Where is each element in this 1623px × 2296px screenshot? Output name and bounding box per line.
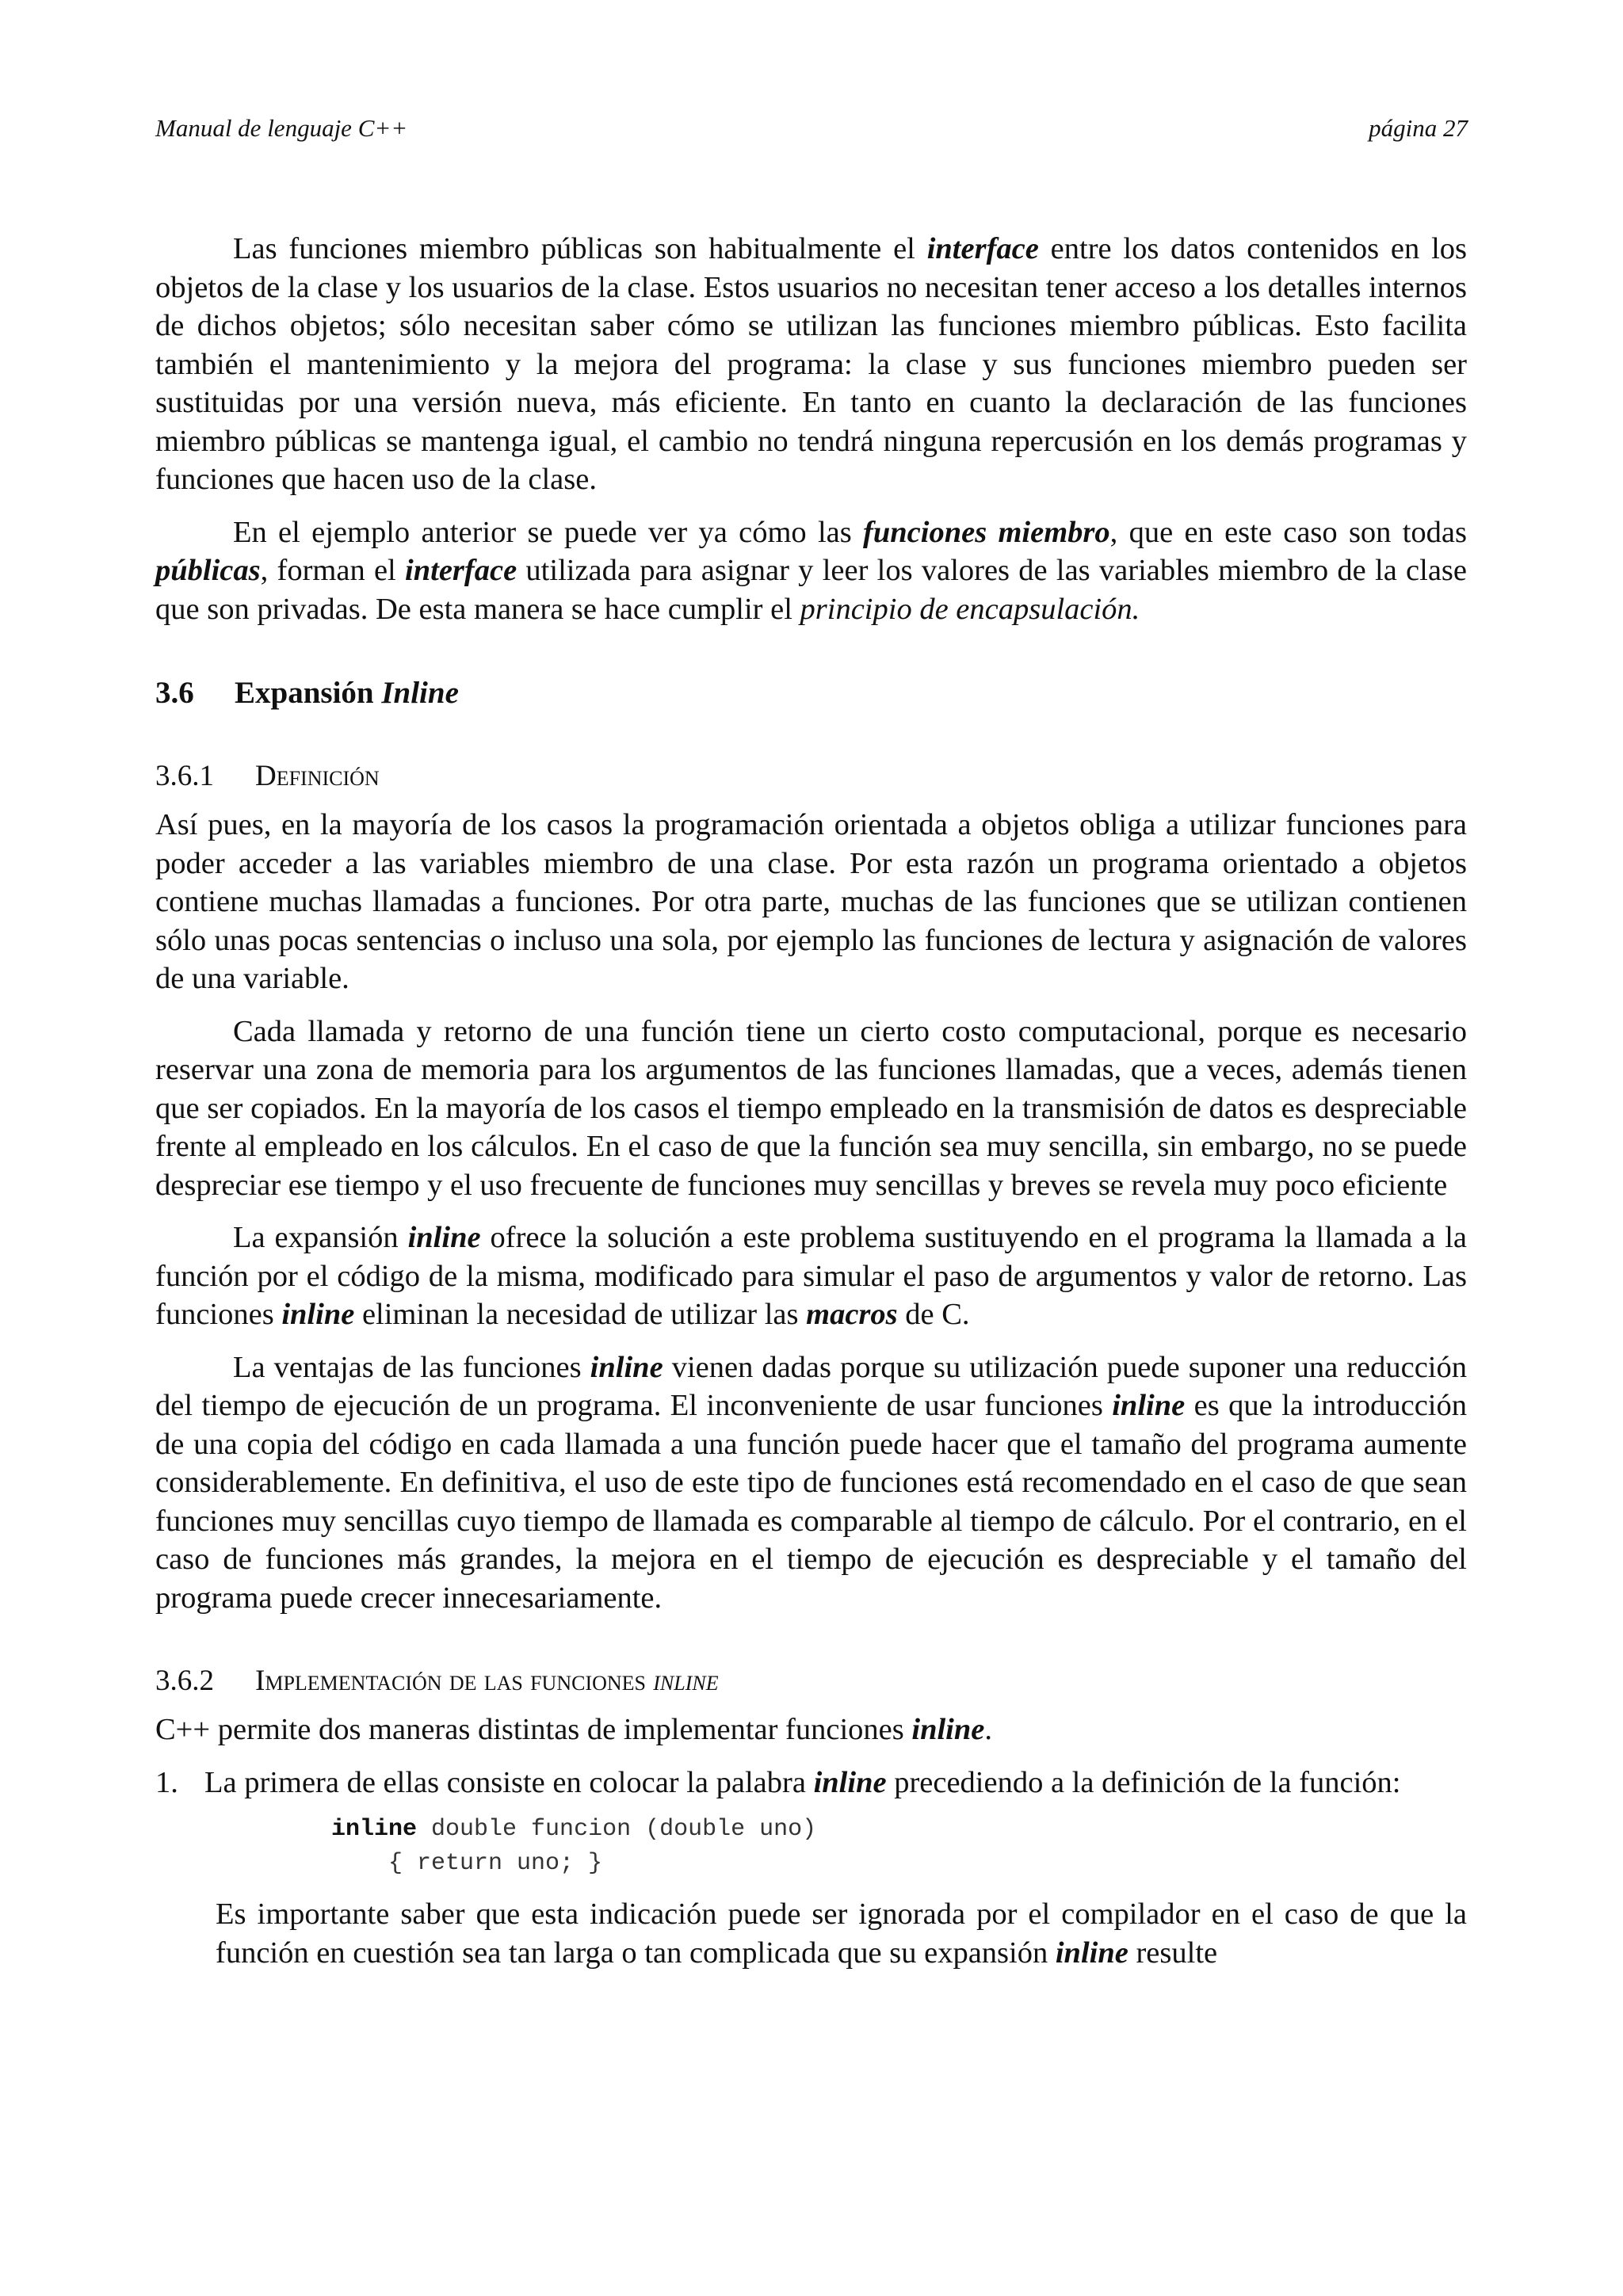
emphasis-inline: inline — [911, 1713, 985, 1746]
emphasis-inline: inline — [281, 1298, 355, 1331]
text-run: vienen dadas porque su utilización puede suponer una reducción del tiempo de ejecución de un programa. El inconveniente de usar funciones — [155, 1350, 1468, 1422]
section-heading-3-6 — [155, 674, 1467, 712]
text-run: utilizada para asignar y leer los valores de las variables miembro de la clase que son privadas. De esta manera se hace cumplir el — [155, 554, 1468, 626]
text-run: Es importante saber que esta indicación puede ser ignorada por el compilador en el caso de que la función en cuestión sea tan larga o tan complicada que su expansión — [216, 1897, 1467, 1970]
emphasis-funciones-miembro: funciones miembro — [863, 515, 1110, 549]
emphasis-inline: inline — [813, 1765, 887, 1799]
paragraph-ventajas — [155, 1348, 1467, 1618]
page-number: página 27 — [1369, 114, 1468, 142]
header-title: Manual de lenguaje C++ — [155, 114, 408, 142]
paragraph-definicion: Así pues, en la mayoría de los casos la programación orientada a objetos obliga a utilizar funciones para poder acceder a las variables miembro de una clase. Por esta razón un programa orientado a objetos contiene muchas llamadas a funciones. Por otra parte, muchas de las funciones que se utilizan contienen sólo unas pocas sentencias o incluso una sola, por ejemplo las funciones de lectura y asignación de valores de una variable. — [155, 808, 1467, 995]
list-number: 1. — [155, 1765, 178, 1799]
text-run: resulte — [1128, 1936, 1218, 1970]
emphasis-inline: inline — [1055, 1936, 1128, 1970]
list-item — [155, 1764, 1467, 1802]
text-run: , forman el — [260, 554, 406, 587]
code-block — [331, 1813, 1467, 1881]
emphasis-interface: interface — [405, 554, 517, 587]
subsection-title-italic: inline — [653, 1665, 719, 1697]
section-number: 3.6 — [155, 676, 194, 710]
subsection-heading-3-6-2 — [155, 1663, 1467, 1699]
code-keyword: inline — [331, 1816, 418, 1843]
text-run: La expansión — [233, 1221, 408, 1254]
section-title-italic: Inline — [381, 676, 459, 710]
text-run: ofrece la solución a este problema sustituyendo en el programa la llamada a la función por el código de la misma, modificado para simular el paso de argumentos y valor de retorno. Las funciones — [155, 1221, 1468, 1331]
text-run: Las funciones miembro públicas son habitualmente el — [233, 232, 927, 265]
text-run: , que en este caso son todas — [1109, 515, 1467, 549]
emphasis-interface: interface — [926, 232, 1039, 265]
paragraph-interface — [155, 230, 1467, 499]
text-run: es que la introducción de una copia del código en cada llamada a una función puede hacer que el tamaño del programa aumente considerablemente. En definitiva, el uso de este tipo de funciones está recomendado en el caso de que sean funciones muy sencillas cuyo tiempo de llamada es comparable al tiempo de cálculo. Por el contrario, en el caso de funciones más grandes, la mejora en el tiempo de ejecución es despreciable y el tamaño del programa puede crecer innecesariamente. — [155, 1389, 1467, 1615]
subsection-heading-3-6-1 — [155, 758, 1467, 795]
list-item-text — [204, 1764, 1467, 1802]
text-run: . — [984, 1713, 993, 1746]
code-line: { return uno; } — [331, 1850, 603, 1877]
emphasis-macros: macros — [806, 1298, 898, 1331]
text-run: eliminan la necesidad de utilizar las — [354, 1298, 807, 1331]
emphasis-inline: inline — [407, 1221, 481, 1254]
emphasis-publicas: públicas — [155, 554, 261, 587]
subsection-number: 3.6.2 — [155, 1665, 214, 1697]
page-content — [155, 230, 1467, 1972]
paragraph-maneras — [155, 1711, 1467, 1749]
emphasis-inline: inline — [1112, 1389, 1186, 1422]
paragraph-expansion — [155, 1219, 1467, 1334]
emphasis-principio: principio de encapsulación. — [800, 592, 1140, 626]
emphasis-inline: inline — [590, 1350, 663, 1384]
text-run: entre los datos contenidos en los objetos de la clase y los usuarios de la clase. Estos usuarios no necesitan tener acceso a los detalles internos de dichos objetos; sólo necesitan saber cómo se utilizan las funciones miembro públicas. Esto facilita también el mantenimiento y la mejora del programa: la clase y sus funciones miembro pueden ser sustituidas por una versión nueva, más eficiente. En tanto en cuanto la declaración de las funciones miembro públicas se mantenga igual, el cambio no tendrá ninguna repercusión en los demás programas y funciones que hacen uso de la clase. — [155, 232, 1467, 496]
code-line: double funcion (double uno) — [417, 1816, 817, 1843]
paragraph-costo: Cada llamada y retorno de una función tiene un cierto costo computacional, porque es necesario reservar una zona de memoria para los argumentos de las funciones llamadas, que a veces, además tienen que ser copiados. En la mayoría de los casos el tiempo empleado en la transmisión de datos es despreciable frente al empleado en los cálculos. En el caso de que la función sea muy sencilla, sin embargo, no se puede despreciar ese tiempo y el uso frecuente de funciones muy sencillas y breves se revela muy poco eficiente — [155, 1014, 1467, 1202]
text-run: La primera de ellas consiste en colocar la palabra — [204, 1765, 814, 1799]
text-run: C++ permite dos maneras distintas de implementar funciones — [155, 1713, 912, 1746]
paragraph-encapsulation — [155, 513, 1467, 629]
text-run: La ventajas de las funciones — [233, 1350, 590, 1384]
text-run: En el ejemplo anterior se puede ver ya cómo las — [233, 515, 864, 549]
subsection-title: Implementación de las funciones — [255, 1665, 654, 1697]
subsection-number: 3.6.1 — [155, 760, 214, 792]
subsection-title: Definición — [255, 760, 380, 792]
text-run: precediendo a la definición de la función: — [886, 1765, 1401, 1799]
text-run: de C. — [897, 1298, 970, 1331]
section-title: Expansión — [235, 676, 382, 710]
page-header — [155, 113, 1468, 144]
paragraph-compilador — [216, 1895, 1467, 1972]
